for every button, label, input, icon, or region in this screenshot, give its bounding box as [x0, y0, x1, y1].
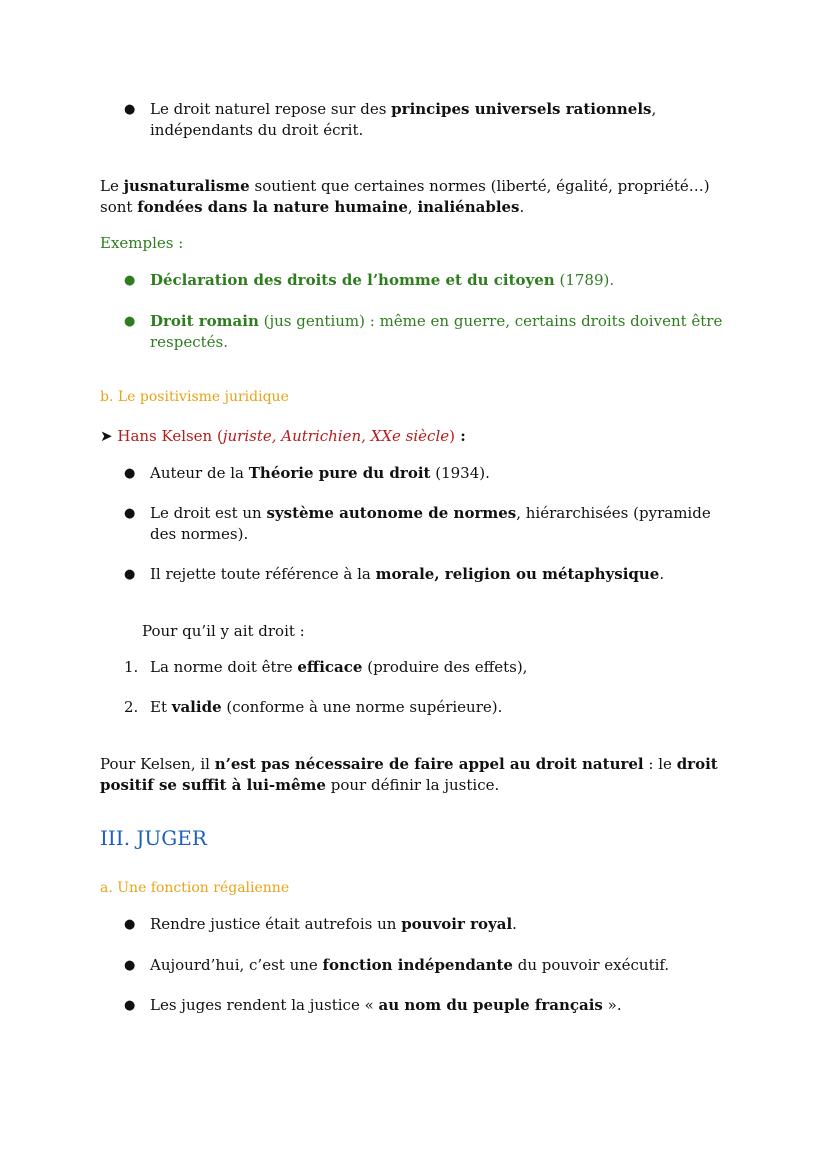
bullet-icon: ●: [124, 314, 136, 329]
bullet-icon: ●: [124, 273, 136, 288]
list-item-text: Aujourd’hui, c’est une fonction indépendante du pouvoir exécutif.: [150, 956, 670, 974]
list-item-text: Le droit naturel repose sur des principes universels rationnels, indépendants du droit écrit.: [150, 100, 657, 139]
paragraph: Le jusnaturalisme soutient que certaines normes (liberté, égalité, propriété…) sont fondées dans la nature humaine, inaliénables.: [100, 177, 710, 216]
section-heading-b: b. Le positivisme juridique: [100, 389, 289, 405]
bullet-icon: ●: [124, 466, 136, 481]
list-item-text: Droit romain (jus gentium) : même en guerre, certains droits doivent être respectés.: [150, 312, 723, 351]
list-item-text: Déclaration des droits de l’homme et du citoyen (1789).: [150, 271, 615, 289]
list-item-text: Auteur de la Théorie pure du droit (1934).: [150, 464, 490, 482]
condition-label: Pour qu’il y ait droit :: [142, 622, 305, 640]
list-item-text: Le droit est un système autonome de normes, hiérarchisées (pyramide des normes).: [150, 504, 711, 543]
section-heading-iii: III. JUGER: [100, 826, 207, 850]
bullet-icon: ●: [124, 958, 136, 973]
list-item-text: Il rejette toute référence à la morale, religion ou métaphysique.: [150, 565, 665, 583]
arrow-icon: ➤: [100, 427, 113, 445]
bullet-icon: ●: [124, 567, 136, 582]
examples-label: Exemples :: [100, 234, 184, 252]
section-heading-a: a. Une fonction régalienne: [100, 880, 290, 896]
bullet-icon: ●: [124, 102, 136, 117]
numbered-item-text: Et valide (conforme à une norme supérieure).: [150, 698, 503, 716]
list-item-text: Les juges rendent la justice « au nom du peuple français ».: [150, 996, 622, 1014]
list-item-text: Rendre justice était autrefois un pouvoir royal.: [150, 915, 517, 933]
bullet-icon: ●: [124, 917, 136, 932]
kelsen-heading: ➤ Hans Kelsen (juriste, Autrichien, XXe siècle) :: [100, 427, 466, 445]
paragraph: Pour Kelsen, il n’est pas nécessaire de faire appel au droit naturel : le droit positif se suffit à lui-même pour définir la justice.: [100, 755, 718, 794]
numbered-item-text: La norme doit être efficace (produire des effets),: [150, 658, 528, 676]
document-page: ● Le droit naturel repose sur des principes universels rationnels, indépendants du droit écrit. Le jusnaturalisme soutient que certaines normes (liberté, égalité, propriété…) sont fondées dans la nature humaine, inaliénables. Exemples : ● Déclaration des droits de l’homme et du citoyen (1789). ● Droit romain (jus gentium) : même en guerre, certains droits doivent être respectés. b. Le positivisme juridique ➤ Hans Kelsen (juriste, Autrichien, XXe siècle) : ● Auteur de la Théorie pure du droit (1934). ● Le droit est un système autonome de normes, hiérarchisées (pyramide des normes). ● Il rejette toute référence à la morale, religion ou métaphysique. Pour qu’il y ait droit : 1. La norme doit être efficace (produire des effets), 2. Et valide (conforme à une norme supérieure). Pour Kelsen, il n’est pas nécessaire de faire appel au droit naturel : le droit positif se suffit à lui-même pour définir la justice. III. JUGER a. Une fonction régalienne ● Rendre justice était autrefois un pouvoir royal. ● Aujourd’hui, c’est une fonction indépendante du pouvoir exécutif. ● Les juges rendent la justice « au nom du peuple français ».: [0, 0, 828, 1169]
bullet-icon: ●: [124, 506, 136, 521]
bullet-icon: ●: [124, 998, 136, 1013]
